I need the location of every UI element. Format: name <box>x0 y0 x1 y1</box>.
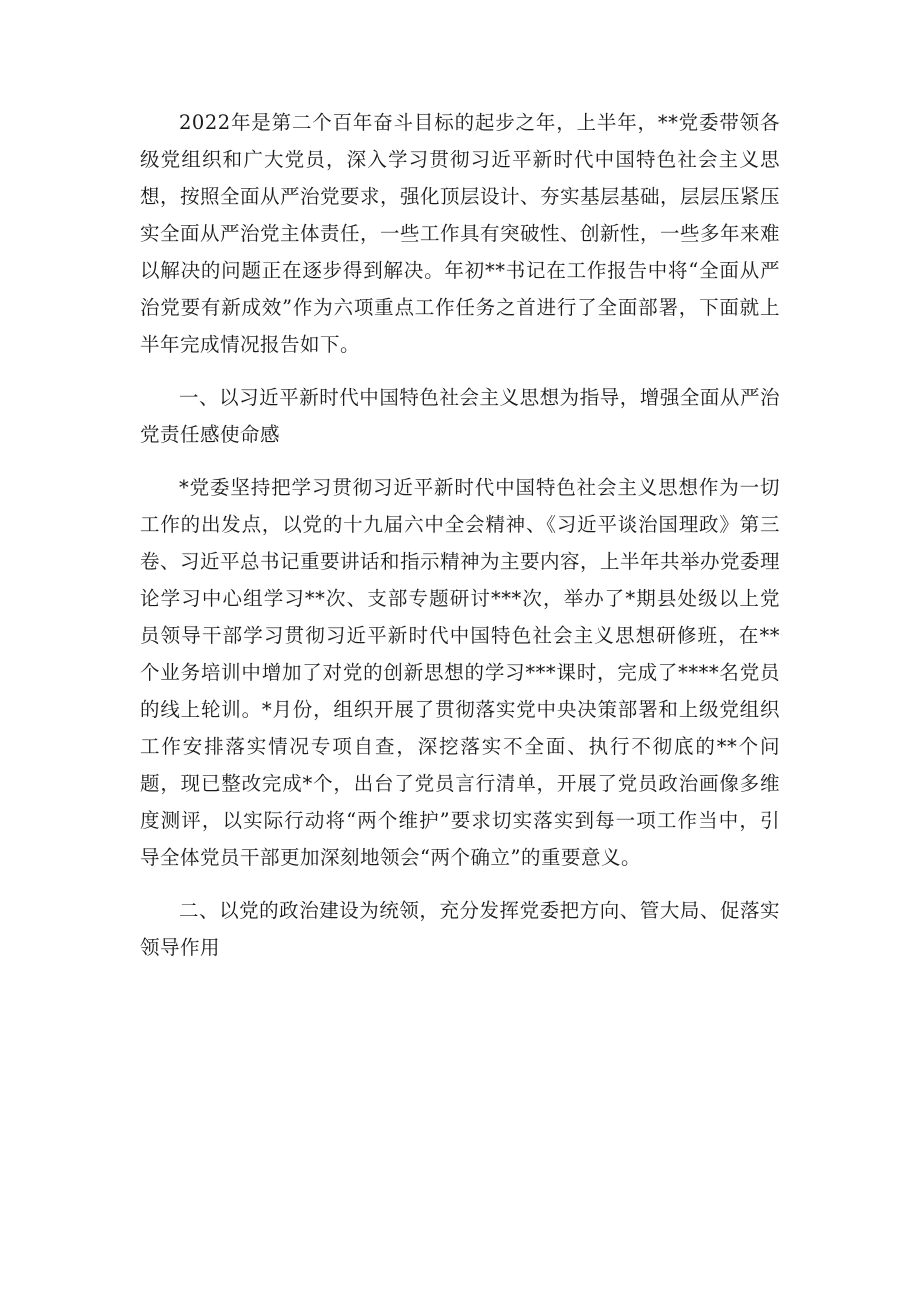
paragraph-gap <box>140 363 780 379</box>
paragraph-gap <box>140 453 780 469</box>
section-1-body: *党委坚持把学习贯彻习近平新时代中国特色社会主义思想作为一切工作的出发点，以党的十九届六中全会精神、《习近平谈治国理政》第三卷、习近平总书记重要讲话和指示精神为主要内容，上半年共举办党委理论学习中心组学习**次、支部专题研讨***次，举办了*期县处级以上党员领导干部学习贯彻习近平新时代中国特色社会主义思想研修班，在**个业务培训中增加了对党的创新思想的学习***课时，完成了****名党员的线上轮训。*月份，组织开展了贯彻落实党中央决策部署和上级党组织工作安排落实情况专项自查，深挖落实不全面、执行不彻底的**个问题，现已整改完成*个，出台了党员言行清单，开展了党员政治画像多维度测评，以实际行动将“两个维护”要求切实落实到每一项工作当中，引导全体党员干部更加深刻地领会“两个确立”的重要意义。 <box>140 476 781 869</box>
section-heading-1: 一、以习近平新时代中国特色社会主义思想为指导，增强全面从严治党责任感使命感 <box>140 386 780 446</box>
intro-paragraph: 2022年是第二个百年奋斗目标的起步之年，上半年，**党委带领各级党组织和广大党员，深入学习贯彻习近平新时代中国特色社会主义思想，按照全面从严治党要求，强化顶层设计、夯实基层基础，层层压紧压实全面从严治党主体责任，一些工作具有突破性、创新性，一些多年来难以解决的问题正在逐步得到解决。年初**书记在工作报告中将“全面从严治党要有新成效”作为六项重点工作任务之首进行了全面部署，下面就上半年完成情况报告如下。 <box>140 111 781 356</box>
paragraph-gap <box>140 876 780 892</box>
document-page <box>140 104 780 966</box>
section-heading-2: 二、以党的政治建设为统领，充分发挥党委把方向、管大局、促落实领导作用 <box>140 899 780 959</box>
